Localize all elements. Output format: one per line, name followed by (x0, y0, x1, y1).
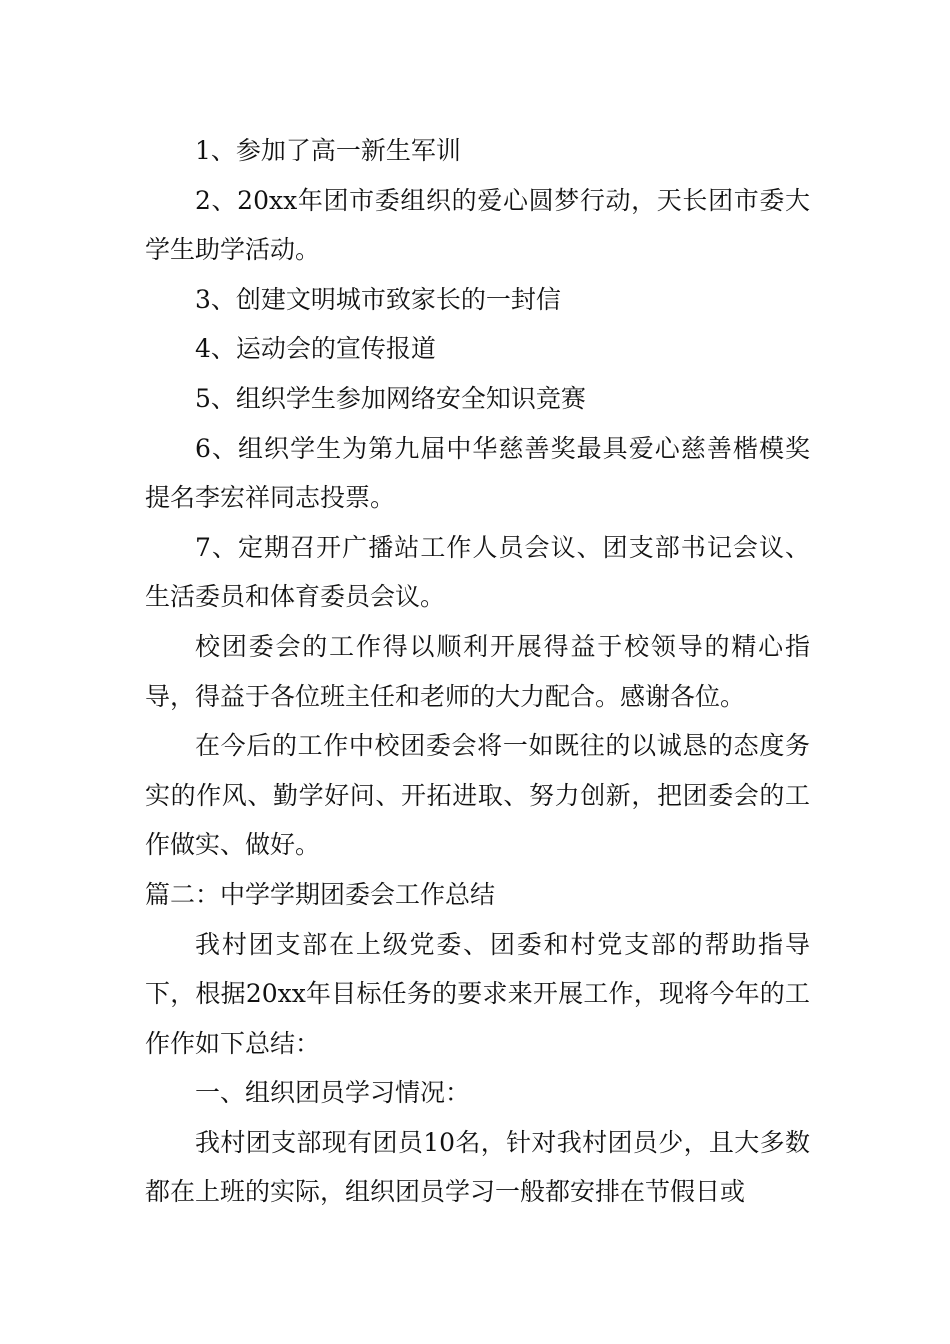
acknowledgement-paragraph: 校团委会的工作得以顺利开展得益于校领导的精心指导，得益于各位班主任和老师的大力配合。感谢各位。 (145, 631, 810, 711)
intro-paragraph: 我村团支部在上级党委、团委和村党支部的帮助指导下，根据20xx年目标任务的要求来开展工作，现将今年的工作作如下总结： (145, 929, 810, 1058)
body-paragraph: 我村团支部现有团员10名，针对我村团员少，且大多数都在上班的实际，组织团员学习一般都安排在节假日或 (145, 1127, 810, 1207)
list-item-6: 6、组织学生为第九届中华慈善奖最具爱心慈善楷模奖提名李宏祥同志投票。 (145, 433, 810, 513)
list-item-5: 5、组织学生参加网络安全知识竞赛 (195, 383, 586, 413)
list-item-7: 7、定期召开广播站工作人员会议、团支部书记会议、生活委员和体育委员会议。 (145, 532, 810, 612)
list-item-1: 1、参加了高一新生军训 (195, 136, 461, 165)
subsection-heading: 一、组织团员学习情况： (195, 1078, 471, 1108)
list-item-3: 3、创建文明城市致家长的一封信 (195, 284, 561, 314)
list-item-4: 4、运动会的宣传报道 (195, 334, 436, 364)
closing-paragraph: 在今后的工作中校团委会将一如既往的以诚恳的态度务实的作风、勤学好问、开拓进取、努力创新，把团委会的工作做实、做好。 (145, 731, 810, 860)
document-body (145, 126, 810, 1217)
section-heading: 篇二：中学学期团委会工作总结 (145, 879, 496, 909)
list-item-2: 2、20xx年团市委组织的爱心圆梦行动，天长团市委大学生助学活动。 (145, 185, 810, 265)
